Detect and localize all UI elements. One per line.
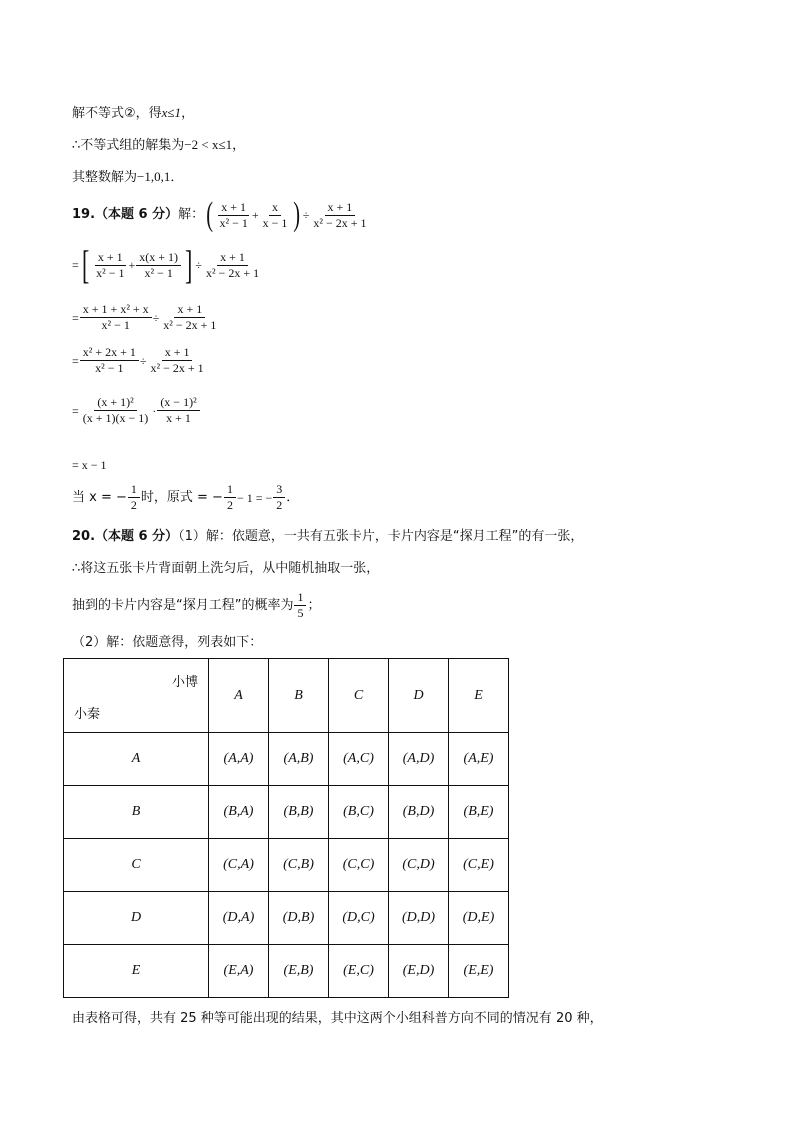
fraction bbox=[148, 345, 207, 376]
denominator: x² − 2x + 1 bbox=[150, 361, 204, 375]
punct: ， bbox=[181, 106, 195, 121]
equals: = bbox=[72, 403, 79, 418]
denominator: 2 bbox=[130, 498, 137, 512]
denominator: x² − 1 bbox=[219, 215, 248, 230]
denominator: x + 1 bbox=[166, 411, 191, 425]
denominator: x² − 1 bbox=[101, 318, 130, 332]
numerator: 1 bbox=[128, 482, 140, 498]
operator: ÷ bbox=[195, 258, 202, 272]
numerator: x + 1 bbox=[162, 345, 193, 361]
q20-part1 bbox=[72, 528, 583, 546]
punct: ． bbox=[286, 489, 300, 505]
solution-line-ineq2 bbox=[72, 104, 194, 123]
table-cell: (E,E) bbox=[449, 945, 509, 998]
text: 其整数解为 bbox=[72, 170, 138, 185]
col-header: B bbox=[269, 659, 329, 733]
table-cell: (B,C) bbox=[329, 786, 389, 839]
text: − 1 = − bbox=[236, 490, 273, 505]
fraction bbox=[216, 200, 250, 231]
fraction bbox=[224, 482, 236, 513]
numerator: x + 1 bbox=[217, 250, 248, 266]
fraction bbox=[310, 200, 369, 231]
equals: = bbox=[72, 310, 79, 325]
table-cell: (C,E) bbox=[449, 839, 509, 892]
row-header: E bbox=[64, 945, 209, 998]
text: 抽到的卡片内容是“探月工程”的概率为 bbox=[72, 597, 294, 613]
denominator: x² − 1 bbox=[96, 265, 125, 280]
table-cell: (A,E) bbox=[449, 733, 509, 786]
table-cell: (B,B) bbox=[269, 786, 329, 839]
row-header: D bbox=[64, 892, 209, 945]
table-cell: (C,B) bbox=[269, 839, 329, 892]
left-paren: ( bbox=[206, 196, 214, 233]
column-header-label: 小博 bbox=[171, 675, 198, 690]
numerator: x + 1 bbox=[174, 302, 205, 318]
denominator: (x + 1)(x − 1) bbox=[82, 411, 149, 425]
denominator: x² − 2x + 1 bbox=[163, 318, 217, 332]
fraction bbox=[80, 302, 152, 333]
q20-probability bbox=[72, 590, 321, 621]
q19-step-4 bbox=[72, 395, 201, 426]
col-header: D bbox=[389, 659, 449, 733]
punct: ． bbox=[170, 170, 184, 185]
fraction bbox=[93, 250, 127, 281]
operator: + bbox=[128, 258, 136, 272]
table-cell: (D,B) bbox=[269, 892, 329, 945]
table-cell: (D,C) bbox=[329, 892, 389, 945]
denominator: x² − 1 bbox=[95, 361, 124, 375]
numerator: x bbox=[269, 200, 281, 216]
table-cell: (B,A) bbox=[209, 786, 269, 839]
table-cell: (E,C) bbox=[329, 945, 389, 998]
math: −2 < x≤1 bbox=[184, 137, 233, 152]
fraction bbox=[294, 590, 306, 621]
numerator: (x − 1)² bbox=[157, 395, 199, 411]
equals: = bbox=[72, 258, 79, 272]
q19-header bbox=[72, 198, 370, 232]
q20-line2: ∴将这五张卡片背面朝上洗匀后，从中随机抽取一张， bbox=[72, 561, 380, 576]
table-header-row bbox=[64, 659, 509, 733]
math: −1,0,1 bbox=[137, 169, 171, 184]
numerator: x + 1 bbox=[218, 200, 249, 216]
punct: ， bbox=[232, 138, 246, 153]
text: 时，原式 = − bbox=[140, 489, 223, 505]
table-cell: (B,D) bbox=[389, 786, 449, 839]
table-row bbox=[64, 892, 509, 945]
text: ∴不等式组的解集为 bbox=[72, 138, 185, 153]
table-cell: (D,D) bbox=[389, 892, 449, 945]
integer-solutions-line bbox=[72, 168, 183, 187]
punct: ； bbox=[307, 597, 321, 613]
col-header: E bbox=[449, 659, 509, 733]
table-cell: (A,C) bbox=[329, 733, 389, 786]
operator: ÷ bbox=[152, 310, 160, 325]
table-cell: (C,D) bbox=[389, 839, 449, 892]
text: 解不等式②，得 bbox=[72, 106, 162, 121]
numerator: x² + 2x + 1 bbox=[80, 345, 139, 361]
left-bracket: [ bbox=[81, 242, 90, 287]
fraction bbox=[136, 250, 181, 281]
operator: ÷ bbox=[302, 208, 310, 222]
numerator: 1 bbox=[224, 482, 236, 498]
row-header: A bbox=[64, 733, 209, 786]
q19-step-5: = x − 1 bbox=[72, 458, 107, 472]
solve-label: 解： bbox=[178, 207, 205, 222]
table-cell: (D,E) bbox=[449, 892, 509, 945]
table-cell: (B,E) bbox=[449, 786, 509, 839]
fraction bbox=[203, 250, 262, 281]
denominator: 2 bbox=[276, 498, 283, 512]
numerator: 3 bbox=[273, 482, 285, 498]
right-bracket: ] bbox=[185, 242, 193, 287]
fraction bbox=[160, 302, 219, 333]
table-row bbox=[64, 839, 509, 892]
denominator: x − 1 bbox=[262, 215, 288, 230]
table-cell: (C,A) bbox=[209, 839, 269, 892]
row-header: C bbox=[64, 839, 209, 892]
table-row bbox=[64, 733, 509, 786]
right-paren: ) bbox=[293, 196, 301, 233]
math: x≤1 bbox=[161, 105, 182, 120]
table-row bbox=[64, 945, 509, 998]
operator: + bbox=[251, 208, 259, 222]
denominator: x² − 2x + 1 bbox=[205, 265, 260, 280]
q19-step-3 bbox=[72, 345, 208, 376]
q19-step-2 bbox=[72, 302, 220, 333]
row-header: B bbox=[64, 786, 209, 839]
outcome-table bbox=[63, 658, 509, 998]
table-cell: (E,A) bbox=[209, 945, 269, 998]
row-header-label: 小秦 bbox=[74, 707, 101, 722]
question-label: 20.（本题 6 分） bbox=[72, 529, 179, 544]
operator: ÷ bbox=[139, 353, 147, 368]
numerator: x(x + 1) bbox=[136, 250, 181, 266]
question-label: 19.（本题 6 分） bbox=[72, 207, 179, 222]
denominator: x² − 1 bbox=[144, 265, 173, 280]
equals: = bbox=[72, 353, 79, 368]
fraction bbox=[80, 345, 139, 376]
table-cell: (C,C) bbox=[329, 839, 389, 892]
col-header: C bbox=[329, 659, 389, 733]
table-corner-cell bbox=[64, 659, 209, 733]
q19-final bbox=[72, 482, 299, 513]
table-cell: (A,D) bbox=[389, 733, 449, 786]
fraction bbox=[157, 395, 199, 426]
numerator: x + 1 + x² + x bbox=[80, 302, 152, 318]
q20-conclusion: 由表格可得，共有 25 种等可能出现的结果，其中这两个小组科普方向不同的情况有 20 种， bbox=[72, 1011, 603, 1026]
fraction bbox=[80, 395, 152, 426]
table-cell: (A,B) bbox=[269, 733, 329, 786]
operator: · bbox=[152, 403, 157, 418]
solution-set-line bbox=[72, 136, 245, 155]
table-cell: (A,A) bbox=[209, 733, 269, 786]
denominator: 2 bbox=[226, 498, 233, 512]
denominator: 5 bbox=[297, 606, 304, 620]
table-cell: (E,D) bbox=[389, 945, 449, 998]
numerator: (x + 1)² bbox=[94, 395, 136, 411]
text: 当 x = − bbox=[72, 489, 127, 505]
table-cell: (D,A) bbox=[209, 892, 269, 945]
table-row bbox=[64, 786, 509, 839]
fraction bbox=[273, 482, 285, 513]
q19-step-1 bbox=[72, 242, 263, 287]
col-header: A bbox=[209, 659, 269, 733]
denominator: x² − 2x + 1 bbox=[313, 215, 367, 230]
numerator: 1 bbox=[294, 590, 306, 606]
fraction bbox=[260, 200, 291, 231]
table-cell: (E,B) bbox=[269, 945, 329, 998]
numerator: x + 1 bbox=[325, 200, 356, 216]
q20-part2: （2）解：依题意得，列表如下： bbox=[72, 635, 263, 650]
fraction bbox=[128, 482, 140, 513]
text: （1）解：依题意，一共有五张卡片，卡片内容是“探月工程”的有一张， bbox=[178, 529, 584, 544]
numerator: x + 1 bbox=[95, 250, 126, 266]
